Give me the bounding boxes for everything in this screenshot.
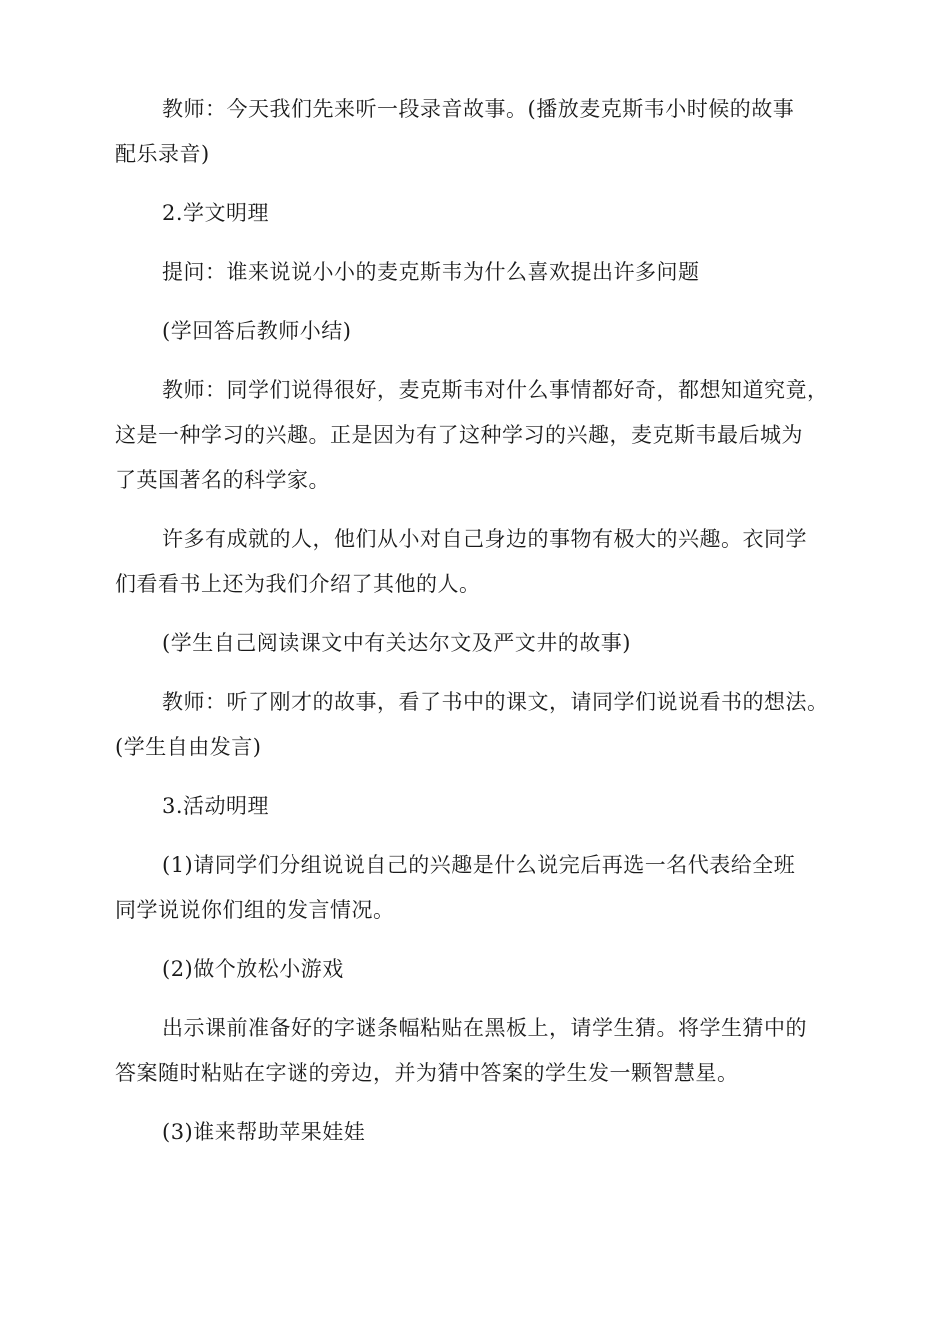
text-line-question: 提问：谁来说说小小的麦克斯韦为什么喜欢提出许多问题: [162, 260, 700, 284]
text-line-achievers: 许多有成就的人，他们从小对自己身边的事物有极大的兴趣。衣同学: [162, 527, 807, 551]
text-line-activity-3: (3)谁来帮助苹果娃娃: [162, 1120, 366, 1144]
text-line-teacher-intro: 教师：今天我们先来听一段录音故事。(播放麦克斯韦小时候的故事: [162, 97, 795, 121]
text-line-achievers-cont: 们看看书上还为我们介绍了其他的人。: [115, 572, 481, 596]
text-line-teacher-summary: 教师：同学们说得很好，麦克斯韦对什么事情都好奇，都想知道究竟，: [162, 378, 829, 402]
text-line-free-speech: (学生自由发言): [115, 735, 262, 759]
text-line-riddle-cont: 答案随时粘贴在字谜的旁边，并为猜中答案的学生发一颗智慧星。: [115, 1061, 739, 1085]
text-line-activity-2: (2)做个放松小游戏: [162, 957, 344, 981]
section-heading-2: 2.学文明理: [162, 201, 270, 225]
text-line-teacher-summary-cont-1: 这是一种学习的兴趣。正是因为有了这种学习的兴趣，麦克斯韦最后城为: [115, 423, 803, 447]
section-heading-3: 3.活动明理: [162, 794, 270, 818]
text-line-teacher-summary-cont-2: 了英国著名的科学家。: [115, 468, 330, 492]
text-line-activity-1-cont: 同学说说你们组的发言情况。: [115, 898, 395, 922]
text-line-teacher-thoughts: 教师：听了刚才的故事，看了书中的课文，请同学们说说看书的想法。: [162, 690, 829, 714]
text-line-reading: (学生自己阅读课文中有关达尔文及严文井的故事): [162, 631, 631, 655]
text-line-teacher-intro-cont: 配乐录音): [115, 142, 210, 166]
text-line-activity-1: (1)请同学们分组说说自己的兴趣是什么说完后再选一名代表给全班: [162, 853, 796, 877]
text-line-student-answer: (学回答后教师小结): [162, 319, 352, 343]
text-line-riddle: 出示课前准备好的字谜条幅粘贴在黑板上，请学生猜。将学生猜中的: [162, 1016, 807, 1040]
